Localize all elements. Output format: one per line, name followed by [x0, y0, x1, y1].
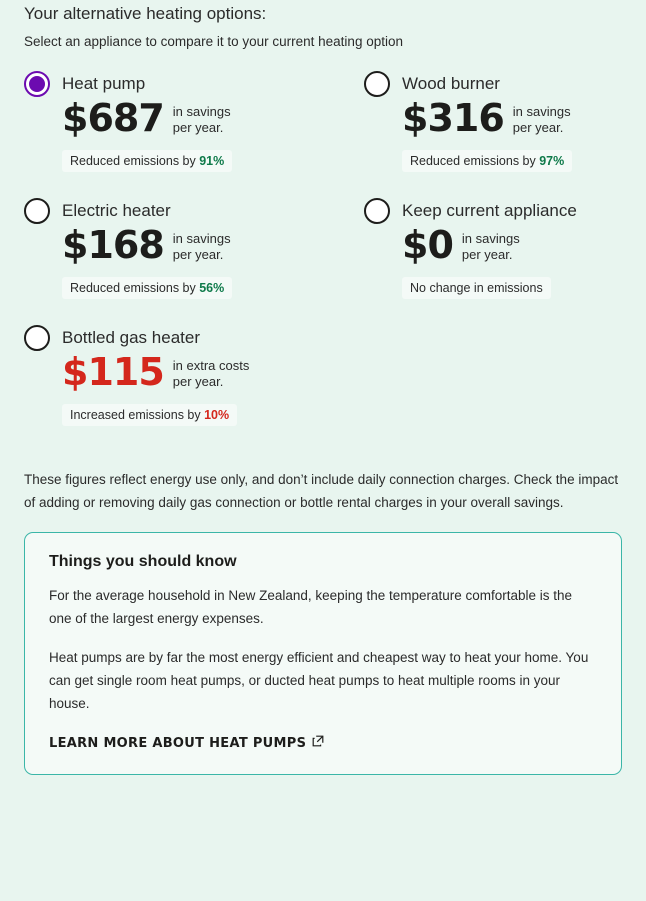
footnote-text: These figures reflect energy use only, and don’t include daily connection charges. Check the impact of adding or removing daily gas connection or bottle rental charges in your overall savings.: [24, 471, 619, 510]
emissions-value: 10%: [204, 407, 230, 422]
extra-cost-amount: $115: [62, 349, 164, 394]
page-subtitle: Select an appliance to compare it to your current heating option: [24, 34, 403, 49]
radio-keep-current-appliance[interactable]: [364, 198, 390, 224]
option-header[interactable]: [24, 325, 364, 351]
emissions-badge: [62, 150, 232, 172]
savings-note-line1: in savings: [461, 231, 520, 247]
external-link-icon: [312, 735, 324, 751]
savings-note-line2: per year.: [512, 120, 564, 136]
learn-more-link[interactable]: [49, 735, 324, 751]
learn-more-link-label: LEARN MORE ABOUT HEAT PUMPS: [49, 735, 307, 751]
savings-note: [513, 101, 571, 137]
option-header[interactable]: [24, 198, 364, 224]
appliance-options-grid: [24, 71, 622, 452]
savings-note-line2: per year.: [172, 247, 224, 263]
extra-cost-note-line2: per year.: [172, 374, 224, 390]
option-amount-row: [62, 349, 364, 394]
option-label: Wood burner: [402, 74, 500, 93]
option-header[interactable]: [364, 198, 622, 224]
info-card-paragraph-1: For the average household in New Zealand, keeping the temperature comfortable is the one of the largest energy expenses.: [49, 588, 573, 627]
savings-note: [173, 228, 231, 264]
radio-heat-pump[interactable]: [24, 71, 50, 97]
emissions-text: Reduced emissions by: [410, 153, 540, 168]
info-card-paragraph-2: Heat pumps are by far the most energy efficient and cheapest way to heat your home. You can get single room heat pumps, or ducted heat pumps to heat multiple rooms in your house.: [49, 649, 589, 711]
savings-amount: $168: [62, 222, 164, 267]
savings-amount: $0: [402, 222, 453, 267]
emissions-text: Increased emissions by: [70, 407, 205, 422]
savings-note-line2: per year.: [461, 247, 513, 263]
info-card: [24, 532, 622, 775]
option-amount-row: [402, 222, 622, 267]
emissions-badge: [62, 277, 232, 299]
emissions-badge: [402, 150, 572, 172]
option-header[interactable]: [24, 71, 364, 97]
emissions-text: Reduced emissions by: [70, 153, 200, 168]
option-amount-row: [402, 96, 622, 140]
emissions-value: 56%: [199, 280, 225, 295]
emissions-text: No change in emissions: [410, 280, 543, 295]
extra-cost-note: [173, 355, 250, 391]
option-label: Heat pump: [62, 74, 146, 93]
page-title: Your alternative heating options:: [24, 4, 267, 23]
option-keep-current-appliance[interactable]: [364, 198, 622, 299]
info-card-title: Things you should know: [49, 553, 237, 571]
emissions-badge: [402, 277, 551, 299]
radio-bottled-gas-heater[interactable]: [24, 325, 50, 351]
radio-electric-heater[interactable]: [24, 198, 50, 224]
emissions-value: 97%: [539, 153, 565, 168]
savings-note-line1: in savings: [512, 104, 571, 120]
option-header[interactable]: [364, 71, 622, 97]
option-amount-row: [62, 96, 364, 140]
savings-note-line2: per year.: [172, 120, 224, 136]
extra-cost-note-line1: in extra costs: [172, 357, 250, 373]
option-electric-heater[interactable]: [24, 198, 364, 299]
option-bottled-gas-heater[interactable]: [24, 325, 364, 426]
savings-note-line1: in savings: [172, 104, 231, 120]
option-heat-pump[interactable]: [24, 71, 364, 172]
option-amount-row: [62, 222, 364, 267]
option-wood-burner[interactable]: [364, 71, 622, 172]
option-label: Keep current appliance: [402, 200, 577, 220]
savings-note-line1: in savings: [172, 231, 231, 247]
option-label: Electric heater: [62, 200, 171, 220]
savings-amount: $316: [402, 96, 504, 140]
radio-wood-burner[interactable]: [364, 71, 390, 97]
savings-amount: $687: [62, 96, 164, 140]
emissions-value: 91%: [199, 153, 225, 168]
emissions-text: Reduced emissions by: [70, 280, 200, 295]
savings-note: [173, 101, 231, 137]
emissions-badge: [62, 404, 237, 426]
option-label: Bottled gas heater: [62, 327, 200, 347]
savings-note: [462, 228, 520, 264]
